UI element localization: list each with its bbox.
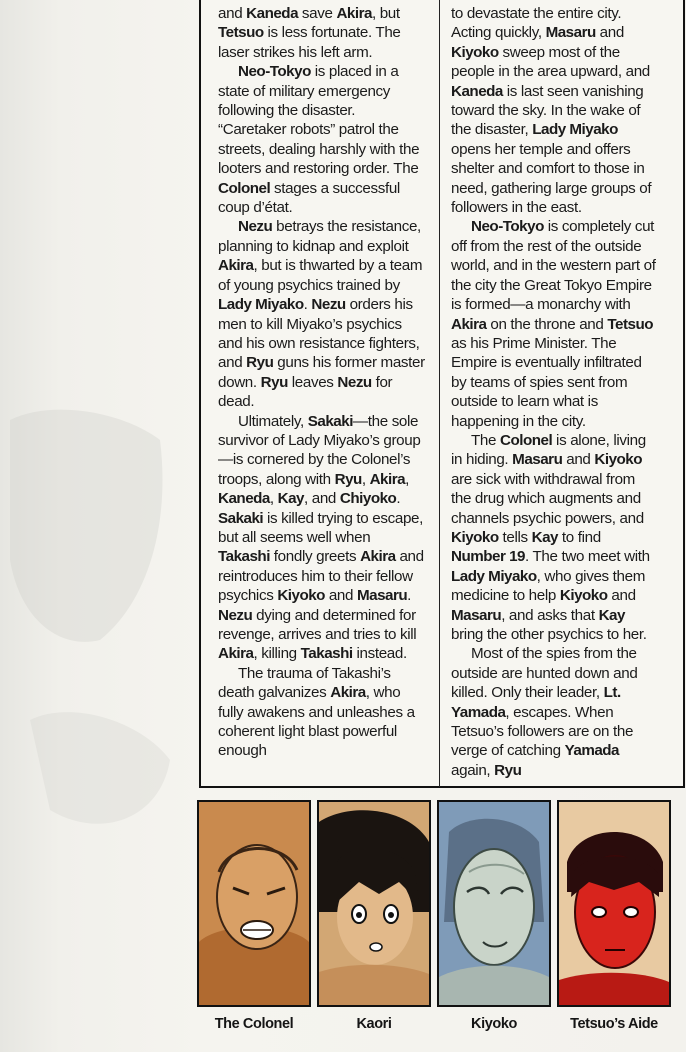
bold-name: Lady Miyako <box>532 121 618 139</box>
text-run: and <box>324 587 357 605</box>
bold-name: Ryu <box>334 470 362 488</box>
text-run: , <box>269 490 278 508</box>
text-run: guns his former master down. <box>218 354 425 391</box>
bold-name: Lady Miyako <box>218 296 304 314</box>
bold-name: Chiyoko <box>339 490 397 508</box>
text-run: , <box>405 470 409 488</box>
bold-name: Lady Miyako <box>451 567 537 585</box>
bold-name: Kay <box>531 528 559 546</box>
text-run: . The two meet with <box>525 548 650 566</box>
column-divider <box>439 0 440 787</box>
caption-tetsuos-aide: Tetsuo’s Aide <box>570 1016 658 1032</box>
bold-name: Tetsuo <box>607 315 654 333</box>
bold-name: Neo-Tokyo <box>238 63 311 81</box>
caption-kaori: Kaori <box>356 1016 392 1032</box>
text-run: opens her temple and offers shelter and comfort to those in need, gathering large groups of followers in the east. <box>451 140 652 217</box>
text-run: is last seen vanishing toward the sky. In the wake of the disaster, <box>451 82 644 139</box>
text-run: , escapes. When Tetsuo’s followers are on the verge of catching <box>451 703 634 760</box>
bold-name: Ryu <box>246 354 274 372</box>
article-paragraph <box>451 431 657 644</box>
text-run: again, <box>451 761 495 779</box>
caption-kiyoko: Kiyoko <box>471 1016 517 1032</box>
article-paragraph <box>218 217 425 411</box>
text-run: on the throne and <box>486 315 608 333</box>
text-run: to find <box>558 528 601 546</box>
text-run: dying and determined for revenge, arrives and tries to kill <box>218 606 417 643</box>
text-run: and <box>595 24 624 42</box>
text-run: is alone, living in hiding. <box>451 431 646 469</box>
bold-name: Akira <box>451 315 487 333</box>
bold-name: Sakaki <box>307 412 353 430</box>
article-paragraph <box>218 664 425 761</box>
article-left-column <box>218 4 425 761</box>
bold-name: Kaneda <box>246 5 299 22</box>
text-run: fondly greets <box>269 548 361 566</box>
article-paragraph <box>218 4 425 62</box>
text-run: save <box>298 5 337 22</box>
bold-name: Nezu <box>337 373 372 391</box>
bold-name: Nezu <box>238 218 273 236</box>
text-run: , but <box>371 5 400 22</box>
text-run: stages a successful coup d’état. <box>218 179 400 217</box>
bold-name: Colonel <box>500 431 553 449</box>
bold-name: Kay <box>277 490 304 508</box>
bold-name: Kaneda <box>451 82 503 100</box>
text-run: , and <box>304 490 340 508</box>
bold-name: Akira <box>218 257 254 275</box>
bold-name: Akira <box>369 470 406 488</box>
bold-name: Kay <box>598 606 625 624</box>
text-run: bring the other psychics to her. <box>451 626 647 643</box>
text-run: Most of the spies from the outside are hunted down and killed. Only their leader, <box>451 645 638 702</box>
kiyoko-face-art <box>439 802 549 1005</box>
bold-name: Takashi <box>218 548 270 566</box>
text-run: , who gives them medicine to help <box>451 567 646 605</box>
bold-name: Nezu <box>218 606 253 624</box>
bold-name: Tetsuo <box>218 24 264 42</box>
text-run: and <box>607 587 636 605</box>
portrait-kaori <box>317 800 431 1007</box>
bold-name: Kiyoko <box>559 587 608 605</box>
caption-the-colonel: The Colonel <box>214 1016 294 1032</box>
text-run: . <box>303 296 312 314</box>
bold-name: Akira <box>218 645 254 663</box>
article-paragraph <box>451 217 657 430</box>
bold-name: Masaru <box>545 24 596 42</box>
bold-name: Akira <box>330 684 366 702</box>
text-run: —the sole survivor of Lady Miyako’s group—is cornered by the Colonel’s troops, along with <box>218 412 421 488</box>
text-run: for dead. <box>218 373 393 411</box>
bold-name: Neo-Tokyo <box>471 218 544 236</box>
text-run: leaves <box>287 373 338 391</box>
bold-name: Kiyoko <box>277 587 325 605</box>
bold-name: Kiyoko <box>451 528 499 546</box>
bold-name: Kiyoko <box>594 451 643 469</box>
bold-name: Ryu <box>260 373 288 391</box>
text-run: orders his men to kill Miyako’s psychics and his own resistance fighters, and <box>218 296 420 372</box>
portrait-tetsuos-aide <box>557 800 671 1007</box>
text-run: are sick with withdrawal from the drug which augments and channels psychic powers, and <box>451 470 644 527</box>
text-run: , but is thwarted by a team of young psychics trained by <box>218 257 423 294</box>
bold-name: Yamada <box>564 742 620 760</box>
text-run: sweep most of the people in the area upward, and <box>451 43 650 81</box>
text-run: is killed trying to escape, but all seems well when <box>218 509 424 546</box>
article-paragraph <box>451 644 657 780</box>
text-run: The <box>471 431 500 449</box>
text-run: . <box>407 587 412 605</box>
text-run: , and asks that <box>501 606 599 624</box>
bold-name: Kaneda <box>218 490 270 508</box>
text-run: as his Prime Minister. The Empire is eventually infiltrated by teams of spies sent from outside to learn what is happening in the city. <box>451 334 642 430</box>
text-run: Ultimately, <box>238 412 308 430</box>
bold-name: Number 19 <box>451 548 525 566</box>
bold-name: Masaru <box>512 451 563 469</box>
bold-name: Takashi <box>300 645 353 663</box>
bold-name: Masaru <box>356 587 408 605</box>
kaori-face-art <box>319 802 429 1005</box>
portrait-kiyoko <box>437 800 551 1007</box>
article-paragraph <box>218 62 425 217</box>
text-run: , who fully awakens and unleashes a coherent light blast powerful enough <box>218 684 415 760</box>
text-run: and <box>562 451 595 469</box>
text-run: , <box>361 470 370 488</box>
bold-name: Akira <box>360 548 396 566</box>
text-run: betrays the resistance, planning to kidnap and exploit <box>218 218 421 255</box>
text-run: The trauma of Takashi’s death galvanizes <box>218 664 391 702</box>
bold-name: Ryu <box>494 761 522 779</box>
article-paragraph <box>218 412 425 664</box>
bold-name: Sakaki <box>218 509 264 527</box>
portrait-the-colonel <box>197 800 311 1007</box>
colonel-face-art <box>199 802 309 1005</box>
text-run: is completely cut off from the rest of the outside world, and in the western part of the city the Great Tokyo Empire is formed—a monarchy with <box>451 218 656 314</box>
article-right-column <box>451 4 657 780</box>
bold-name: Masaru <box>451 606 502 624</box>
text-run: tells <box>498 528 532 546</box>
bold-name: Nezu <box>311 296 346 314</box>
tetsuos-aide-face-art <box>559 802 669 1005</box>
bold-name: Lt. Yamada <box>451 684 621 721</box>
text-run: . <box>396 490 401 508</box>
text-run: is less fortunate. The laser strikes his left arm. <box>218 24 401 61</box>
article-paragraph <box>451 4 657 217</box>
text-run: and <box>218 5 247 22</box>
text-run: is placed in a state of military emergency following the disaster. “Caretaker robots” patrol the streets, dealing harshly with the looters and restoring order. The <box>218 63 420 178</box>
bleed-through-shadow <box>0 0 200 1052</box>
text-run: instead. <box>352 645 407 663</box>
bold-name: Kiyoko <box>451 43 499 61</box>
bold-name: Akira <box>336 5 372 22</box>
text-run: to devastate the entire city. Acting quickly, <box>451 5 622 42</box>
bold-name: Colonel <box>218 179 271 197</box>
text-run: , killing <box>253 645 301 663</box>
text-run: and reintroduces him to their fellow psychics <box>218 548 424 605</box>
